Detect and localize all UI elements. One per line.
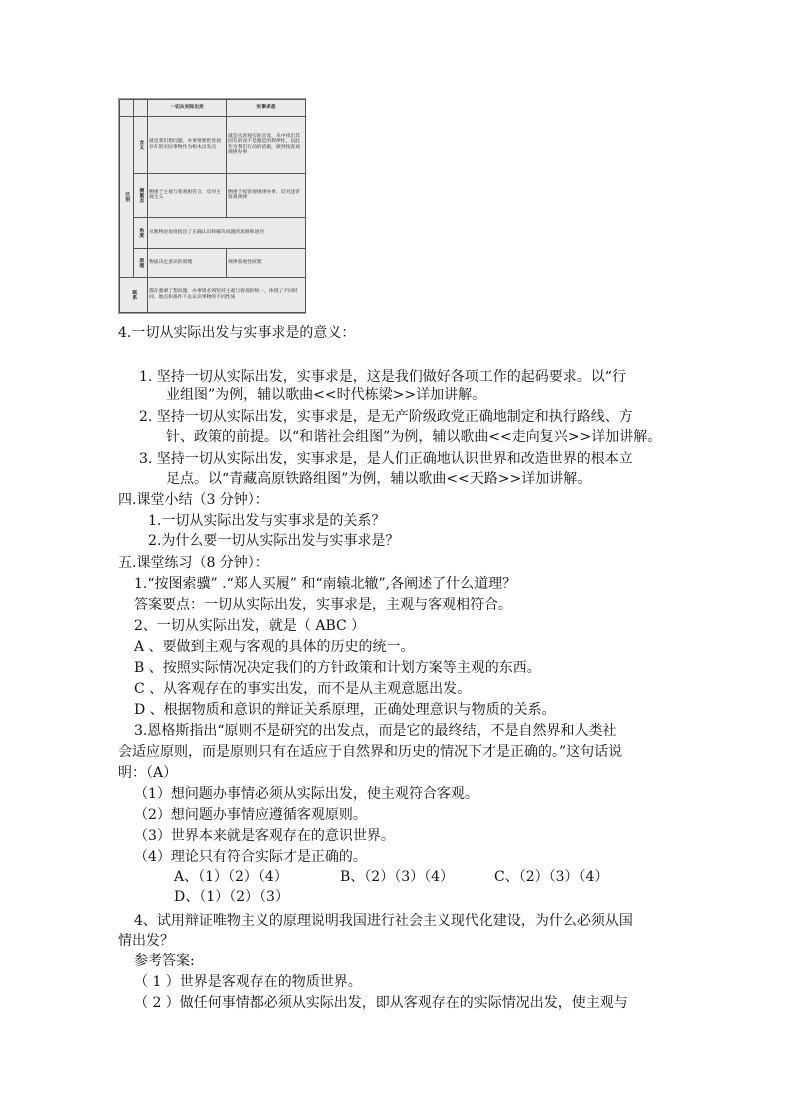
table-region-label: 区别 (120, 116, 134, 277)
question: 4、试用辩证唯物主义的原理说明我国进行社会主义现代化建设，为什么必须从国 (134, 913, 633, 929)
table-row-label: 原理 (134, 248, 148, 277)
question-continuation: 明：（A） (118, 765, 178, 781)
section-heading: 4.一切从实际出发与实事求是的意义： (118, 325, 356, 341)
table-corner-cell (120, 100, 134, 117)
list-item: 3. 坚持一切从实际出发，实事求是，是人们正确地认识世界和改造世界的根本立 (139, 451, 633, 467)
option: D 、根据物质和意识的辩证关系原理，正确处理意识与物质的关系。 (134, 702, 556, 718)
table-cell: 物质决定意识的原理 (148, 248, 227, 277)
table-link-label: 联系 (120, 277, 148, 312)
table-row (120, 248, 306, 277)
table-col-header: 实事求是 (227, 100, 306, 117)
option: （2）想问题办事情应遵循客观原则。 (134, 807, 367, 823)
question: 3.恩格斯指出“原则不是研究的出发点，而是它的最终结，不是自然界和人类社 (134, 723, 617, 739)
choice: D、（1）（2）（3） (174, 889, 289, 905)
question: 2、一切从实际出发，就是（ ABC ） (134, 618, 366, 634)
table-row-label: 角度 (134, 218, 148, 249)
list-item: 2.为什么要一切从实际出发与实事求是？ (148, 533, 400, 549)
section-heading: 五.课堂练习（8 分钟）： (118, 555, 269, 571)
comparison-table-figure (118, 98, 306, 314)
answer-heading: 参考答案: (134, 953, 195, 969)
option: （4）理论只有符合实际才是正确的。 (134, 849, 367, 865)
table-row (120, 218, 306, 249)
table-link-cell: 都在强调了想问题、办事情必须坚持主观与客观的统一，体现了不同时间、地点和条件下去认识事物的不同性质 (148, 277, 306, 312)
option: A 、要做到主观与客观的具体的历史的统一。 (134, 639, 415, 655)
answer-text: 答案要点：一切从实际出发，实事求是，主观与客观相符合。 (134, 597, 512, 613)
option: （1）想问题办事情必须从实际出发，使主观符合客观。 (134, 786, 479, 802)
table-cell: 就是我们想问题、办事情要把客观存在的实际事物作为根本出发点 (148, 116, 227, 173)
table-row (120, 116, 306, 173)
list-item-continuation: 针、政策的前提。以“和谐社会组图”为例，辅以歌曲<<走向复兴>>详加讲解。 (166, 429, 662, 445)
choice: A、（1）（2）（4） (174, 869, 288, 885)
list-item: 1.一切从实际出发与实事求是的关系？ (148, 513, 386, 529)
comparison-table (119, 99, 306, 313)
answer-text: （ 2 ）做任何事情都必须从实际出发，即从客观存在的实际情况出发，使主观与 (134, 995, 628, 1011)
option: C 、从客观存在的事实出发，而不是从主观意愿出发。 (134, 681, 472, 697)
table-header-row (120, 100, 306, 117)
table-row-label: 含义 (134, 116, 148, 173)
list-item: 2. 坚持一切从实际出发，实事求是，是无产阶级政党正确地制定和执行路线、方 (139, 409, 633, 425)
option: （3）世界本来就是客观存在的意识世界。 (134, 828, 395, 844)
answer-text: （ 1 ）世界是客观存在的物质世界。 (134, 974, 362, 990)
table-cell: 侧重于主观与客观相符合，反对主观主义 (148, 173, 227, 217)
question: 1.“按图索骥” .“郑人买履” 和“南辕北辙”,各阐述了什么道理？ (134, 576, 517, 592)
section-heading: 四.课堂小结（3 分钟）： (118, 492, 269, 508)
table-row-label: 侧重点 (134, 173, 148, 217)
table-row (120, 173, 306, 217)
list-item-continuation: 业组图”为例，辅以歌曲<<时代栋梁>>详加讲解。 (166, 387, 487, 403)
list-item-continuation: 足点。以“青藏高原铁路组图”为例，辅以歌曲<<天路>>详加讲解。 (166, 471, 592, 487)
table-row (120, 277, 306, 312)
option: B 、按照实际情况决定我们的方针政策和计划方案等主观的东西。 (134, 660, 541, 676)
question-continuation: 情出发？ (118, 933, 174, 949)
table-cell: 规律客观性原理 (227, 248, 306, 277)
choice: C、（2）（3）（4） (494, 869, 609, 885)
table-cell: 侧重于按客观规律办事，反对违背客观规律 (227, 173, 306, 217)
table-cell: 就是从客观实际出发，从中找出其固有的而不是臆造的规律性，以此作为我们行动的依据，做到按客观规律办事 (227, 116, 306, 173)
table-cell: 从唯物论角度指出了正确认识和解决问题的思路和途径 (148, 218, 306, 249)
table-col-header: 一切从实际出发 (148, 100, 227, 117)
question-continuation: 会适应原则，而是原则只有在适应于自然界和历史的情况下才是正确的。”这句话说 (118, 744, 623, 760)
table-corner-cell (134, 100, 148, 117)
list-item: 1. 坚持一切从实际出发，实事求是，这是我们做好各项工作的起码要求。以“行 (139, 369, 626, 385)
choice: B、（2）（3）（4） (340, 869, 455, 885)
